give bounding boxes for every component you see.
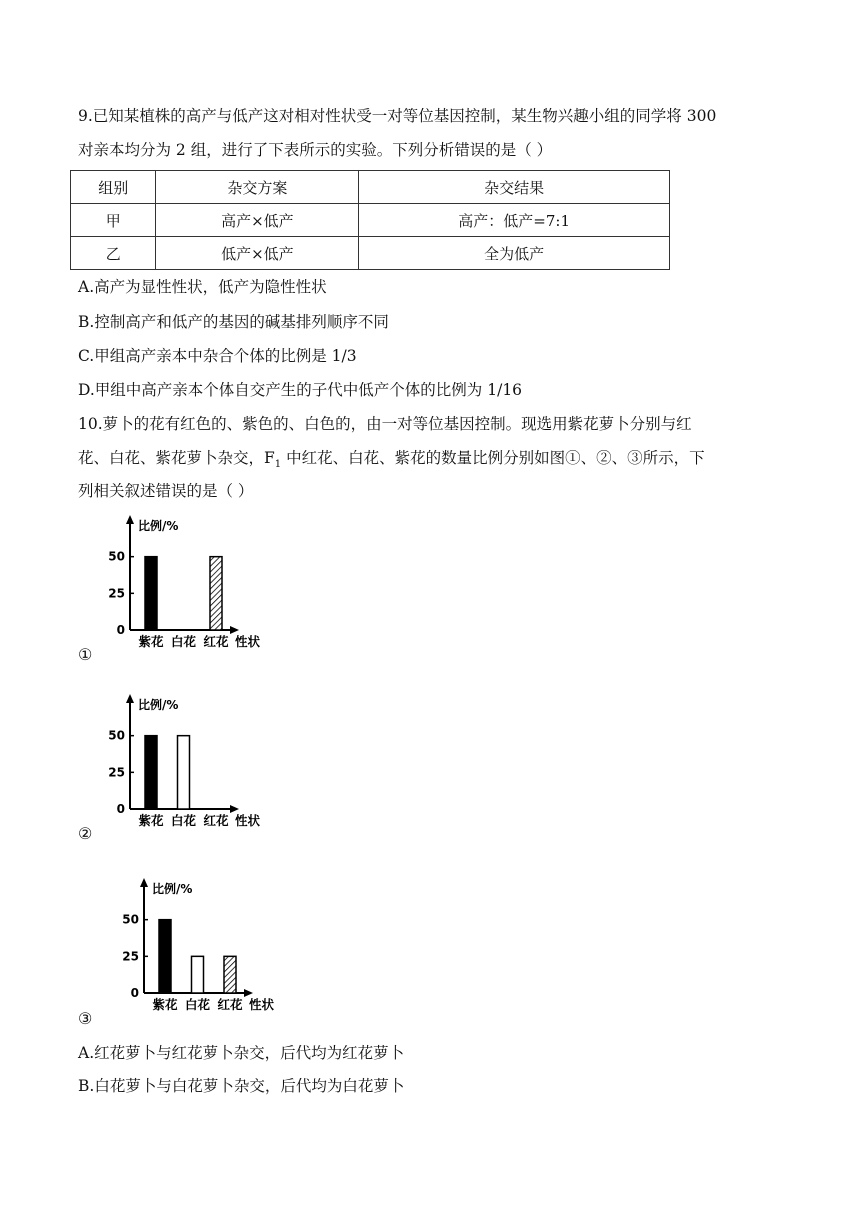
chart-2-svg	[100, 691, 270, 836]
bar-1	[145, 557, 157, 630]
table-cell: 甲	[71, 204, 156, 237]
table-header-cell: 组别	[71, 171, 156, 204]
q9-option-d: D.甲组中高产亲本个体自交产生的子代中低产个体的比例为 1/16	[78, 381, 523, 399]
q9-option-a: A.高产为显性性状，低产为隐性性状	[78, 278, 327, 296]
table-cell: 高产×低产	[156, 204, 359, 237]
x-axis-label: 性状	[235, 634, 261, 649]
q9-option-b: B.控制高产和低产的基因的碱基排列顺序不同	[78, 313, 389, 331]
figure-label-3: ③	[78, 1009, 93, 1028]
chart-3	[100, 875, 285, 1024]
y-tick-label: 25	[122, 949, 139, 964]
x-category-label: 白花	[170, 813, 197, 828]
y-axis-label: 比例/%	[152, 882, 193, 896]
q10-stem-line2-pre: 花、白花、紫花萝卜杂交，F	[78, 449, 275, 467]
y-tick-label: 50	[108, 549, 125, 564]
y-axis-label: 比例/%	[138, 519, 179, 533]
x-category-label: 紫花	[138, 813, 164, 828]
figure-label-2: ②	[78, 824, 93, 843]
x-category-label: 白花	[170, 634, 197, 649]
x-category-label: 红花	[217, 997, 243, 1012]
table-header-row	[71, 171, 670, 204]
x-category-label: 紫花	[152, 997, 178, 1012]
x-axis-arrow	[230, 805, 239, 813]
bar-2	[192, 956, 204, 993]
y-tick-label: 50	[108, 728, 125, 743]
table-header-cell: 杂交方案	[156, 171, 359, 204]
x-category-label: 紫花	[138, 634, 164, 649]
bar-3	[224, 956, 236, 993]
chart-1-svg	[100, 512, 270, 657]
table-row	[71, 204, 670, 237]
y-tick-label: 25	[108, 586, 125, 601]
q10-stem-line2	[78, 448, 705, 475]
bar-1	[159, 920, 171, 993]
y-tick-label: 0	[130, 986, 139, 1000]
q10-stem-line2-post: 中红花、白花、紫花的数量比例分别如图①、②、③所示，下	[281, 449, 705, 467]
y-tick-label: 0	[116, 802, 125, 816]
y-tick-label: 50	[122, 912, 139, 927]
q10-option-b: B.白花萝卜与白花萝卜杂交，后代均为白花萝卜	[78, 1077, 405, 1095]
bar-1	[145, 736, 157, 809]
figure-label-1: ①	[78, 645, 93, 664]
table-cell: 低产×低产	[156, 237, 359, 270]
y-axis-arrow	[126, 694, 134, 703]
y-tick-label: 0	[116, 623, 125, 637]
y-axis-arrow	[126, 515, 134, 524]
q10-option-a: A.红花萝卜与红花萝卜杂交，后代均为红花萝卜	[78, 1044, 405, 1062]
chart-1	[100, 512, 270, 661]
chart-2	[100, 691, 270, 840]
table-header-cell: 杂交结果	[359, 171, 670, 204]
q9-stem-line2: 对亲本均分为 2 组，进行了下表所示的实验。下列分析错误的是（ ）	[78, 141, 553, 159]
q9-table	[70, 170, 670, 270]
bar-2	[178, 736, 190, 809]
chart-3-svg	[100, 875, 285, 1020]
x-category-label: 白花	[184, 997, 211, 1012]
x-category-label: 红花	[203, 634, 229, 649]
table-cell: 高产：低产=7:1	[359, 204, 670, 237]
x-axis-label: 性状	[235, 813, 261, 828]
x-axis-label: 性状	[249, 997, 275, 1012]
bar-3	[210, 557, 222, 630]
y-axis-arrow	[140, 878, 148, 887]
q9-option-c: C.甲组高产亲本中杂合个体的比例是 1/3	[78, 347, 357, 365]
q10-stem-line3: 列相关叙述错误的是（ ）	[78, 482, 254, 500]
table-cell: 乙	[71, 237, 156, 270]
y-axis-label: 比例/%	[138, 698, 179, 712]
x-category-label: 红花	[203, 813, 229, 828]
q9-stem-line1: 9.已知某植株的高产与低产这对相对性状受一对等位基因控制，某生物兴趣小组的同学将 300	[78, 107, 717, 125]
q10-stem-subscript: 1	[274, 459, 282, 471]
y-tick-label: 25	[108, 765, 125, 780]
q10-stem-line1: 10.萝卜的花有红色的、紫色的、白色的，由一对等位基因控制。现选用紫花萝卜分别与红	[78, 415, 692, 433]
x-axis-arrow	[244, 989, 253, 997]
x-axis-arrow	[230, 626, 239, 634]
table-cell: 全为低产	[359, 237, 670, 270]
table-row	[71, 237, 670, 270]
